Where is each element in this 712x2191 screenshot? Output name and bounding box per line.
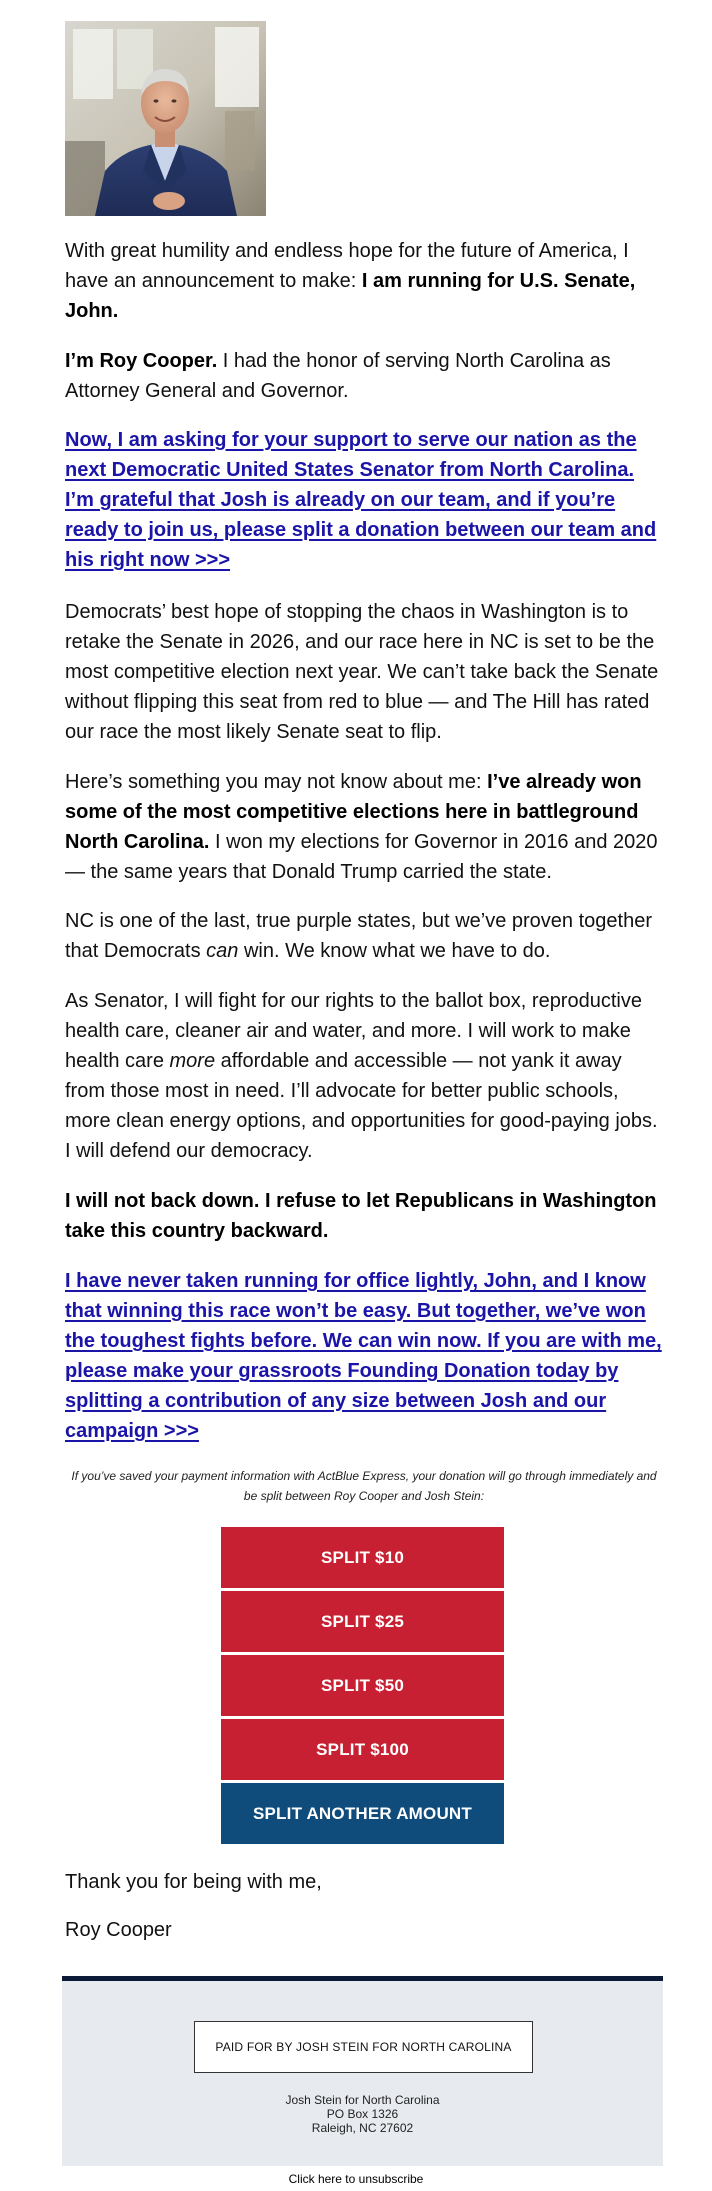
elections-text-a: Here’s something you may not know about me:	[65, 771, 488, 793]
split-50-button[interactable]: SPLIT $50	[221, 1655, 504, 1716]
footer-address-pobox: PO Box 1326	[326, 2107, 399, 2121]
footer-address-city: Raleigh, NC 27602	[311, 2121, 414, 2135]
purple-text-b: win. We know what we have to do.	[238, 940, 551, 962]
split-10-button[interactable]: SPLIT $10	[221, 1527, 504, 1588]
intro-text: With great humility and endless hope for the future of America, I have an announcement to make:	[65, 240, 629, 292]
platform-text-b: affordable and accessible — not yank it away from those most in need. I’ll advocate for better public schools, more clean energy options, and opportunities for good-paying jobs. I will defend our democracy.	[65, 1050, 658, 1162]
footer	[62, 1976, 663, 2166]
split-25-button[interactable]: SPLIT $25	[221, 1591, 504, 1652]
candidate-photo	[65, 21, 266, 216]
donate-link-2[interactable]: I have never taken running for office lightly, John, and I know that winning this race won’t be easy. But together, we’ve won the toughest fights before. We can win now. If you are with me, please make your grassroots Founding Donation today by splitting a contribution of any size between Josh and our campaign >>>	[65, 1270, 662, 1442]
purple-emphasis: can	[206, 940, 239, 962]
resolve-text: I will not back down. I refuse to let Republicans in Washington take this country backward.	[65, 1190, 657, 1242]
signoff-name: Roy Cooper	[65, 1919, 172, 1941]
footer-address-org: Josh Stein for North Carolina	[285, 2093, 440, 2107]
actblue-express-note: If you’ve saved your payment information with ActBlue Express, your donation will go through immediately and be split between Roy Cooper and Josh Stein:	[71, 1469, 657, 1503]
elections-paragraph	[65, 767, 663, 887]
split-another-amount-button[interactable]: SPLIT ANOTHER AMOUNT	[221, 1783, 504, 1844]
platform-paragraph	[65, 986, 663, 1166]
senate-paragraph: Democrats’ best hope of stopping the chaos in Washington is to retake the Senate in 2026, and our race here in NC is set to be the most competitive election next year. We can’t take back the Senate without flipping this seat from red to blue — and The Hill has rated our race the most likely Senate seat to flip.	[65, 601, 659, 743]
purple-state-paragraph	[65, 906, 663, 966]
elections-bold: I’ve already won some of the most competitive elections here in battleground North Carolina.	[65, 771, 642, 853]
intro-announcement: I am running for U.S. Senate, John.	[65, 270, 636, 322]
bio-text: I had the honor of serving North Carolina as Attorney General and Governor.	[65, 350, 611, 402]
platform-emphasis: more	[169, 1050, 216, 1072]
bio-paragraph	[65, 346, 663, 406]
resolve-paragraph	[65, 1186, 663, 1246]
intro-paragraph	[65, 236, 663, 326]
split-100-button[interactable]: SPLIT $100	[221, 1719, 504, 1780]
elections-text-c: I won my elections for Governor in 2016 and 2020 — the same years that Donald Trump carried the state.	[65, 831, 658, 883]
bio-name: I’m Roy Cooper.	[65, 350, 218, 372]
donate-link-1[interactable]: Now, I am asking for your support to serve our nation as the next Democratic United States Senator from North Carolina. I’m grateful that Josh is already on our team, and if you’re ready to join us, please split a donation between our team and his right now >>>	[65, 429, 657, 571]
platform-text-a: As Senator, I will fight for our rights to the ballot box, reproductive health care, cleaner air and water, and more. I will work to make health care	[65, 990, 642, 1072]
donate-link-paragraph-1	[65, 425, 663, 575]
unsubscribe-link[interactable]: Click here to unsubscribe	[288, 2172, 424, 2186]
signoff-thanks: Thank you for being with me,	[65, 1871, 322, 1893]
purple-text-a: NC is one of the last, true purple states, but we’ve proven together that Democrats	[65, 910, 652, 962]
donate-link-paragraph-2	[65, 1266, 663, 1446]
paid-for-disclaimer: PAID FOR BY JOSH STEIN FOR NORTH CAROLINA	[194, 2021, 533, 2073]
